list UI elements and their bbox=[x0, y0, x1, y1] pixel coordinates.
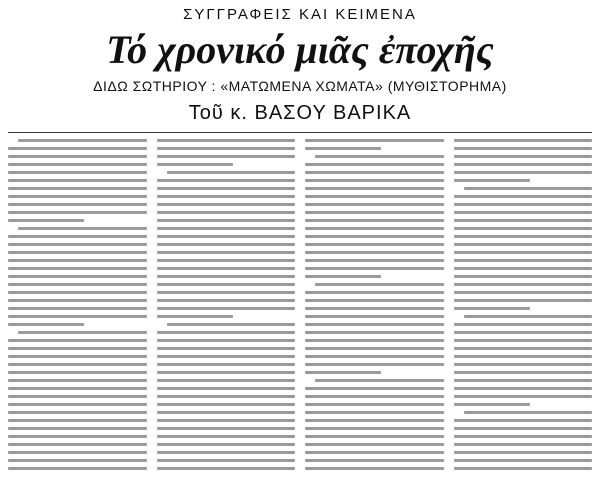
text-line-placeholder bbox=[8, 459, 147, 462]
text-line-placeholder bbox=[305, 251, 444, 254]
text-line-placeholder bbox=[157, 435, 296, 438]
text-line-placeholder bbox=[157, 275, 296, 278]
text-line-placeholder bbox=[8, 171, 147, 174]
text-line-placeholder bbox=[157, 363, 296, 366]
article-column-1 bbox=[8, 139, 147, 479]
text-line-placeholder bbox=[8, 155, 147, 158]
text-line-placeholder bbox=[305, 147, 381, 150]
text-line-placeholder bbox=[454, 163, 593, 166]
text-line-placeholder bbox=[305, 331, 444, 334]
text-line-placeholder bbox=[8, 435, 147, 438]
text-line-placeholder bbox=[454, 435, 593, 438]
text-line-placeholder bbox=[305, 219, 444, 222]
text-line-placeholder bbox=[454, 323, 593, 326]
text-line-placeholder bbox=[8, 243, 147, 246]
text-line-placeholder bbox=[305, 315, 444, 318]
text-line-placeholder bbox=[305, 451, 444, 454]
text-line-placeholder bbox=[454, 363, 593, 366]
text-line-placeholder bbox=[157, 291, 296, 294]
text-line-placeholder bbox=[305, 203, 444, 206]
text-line-placeholder bbox=[8, 323, 84, 326]
text-line-placeholder bbox=[454, 347, 593, 350]
article-body bbox=[8, 139, 592, 479]
text-line-placeholder bbox=[157, 227, 296, 230]
text-line-placeholder bbox=[305, 387, 444, 390]
text-line-placeholder bbox=[464, 411, 593, 414]
article-byline: Τοῦ κ. ΒΑΣΟΥ ΒΑΡΙΚΑ bbox=[188, 102, 412, 124]
text-line-placeholder bbox=[157, 371, 296, 374]
text-line-placeholder bbox=[167, 171, 296, 174]
text-line-placeholder bbox=[454, 443, 593, 446]
text-line-placeholder bbox=[8, 451, 147, 454]
text-line-placeholder bbox=[454, 139, 593, 142]
text-line-placeholder bbox=[8, 427, 147, 430]
text-line-placeholder bbox=[305, 467, 444, 470]
text-line-placeholder bbox=[315, 155, 444, 158]
text-line-placeholder bbox=[454, 267, 593, 270]
text-line-placeholder bbox=[157, 187, 296, 190]
text-line-placeholder bbox=[454, 147, 593, 150]
text-line-placeholder bbox=[305, 275, 381, 278]
text-line-placeholder bbox=[157, 163, 233, 166]
text-line-placeholder bbox=[157, 219, 296, 222]
text-line-placeholder bbox=[157, 387, 296, 390]
article-headline: Τό χρονικό μιᾶς ἐποχῆς bbox=[106, 27, 494, 72]
text-line-placeholder bbox=[305, 443, 444, 446]
text-line-placeholder bbox=[157, 259, 296, 262]
text-line-placeholder bbox=[157, 331, 296, 334]
text-line-placeholder bbox=[305, 235, 444, 238]
text-line-placeholder bbox=[454, 451, 593, 454]
text-line-placeholder bbox=[8, 307, 147, 310]
text-line-placeholder bbox=[157, 139, 296, 142]
text-line-placeholder bbox=[305, 227, 444, 230]
text-line-placeholder bbox=[157, 315, 233, 318]
text-line-placeholder bbox=[8, 235, 147, 238]
text-line-placeholder bbox=[8, 283, 147, 286]
text-line-placeholder bbox=[305, 243, 444, 246]
text-line-placeholder bbox=[454, 307, 530, 310]
text-line-placeholder bbox=[157, 267, 296, 270]
text-line-placeholder bbox=[305, 211, 444, 214]
text-line-placeholder bbox=[8, 195, 147, 198]
text-line-placeholder bbox=[454, 395, 593, 398]
text-line-placeholder bbox=[8, 259, 147, 262]
text-line-placeholder bbox=[305, 195, 444, 198]
text-line-placeholder bbox=[8, 203, 147, 206]
text-line-placeholder bbox=[464, 187, 593, 190]
text-line-placeholder bbox=[454, 195, 593, 198]
text-line-placeholder bbox=[8, 363, 147, 366]
text-line-placeholder bbox=[8, 315, 147, 318]
article-column-3 bbox=[305, 139, 444, 479]
text-line-placeholder bbox=[305, 347, 444, 350]
text-line-placeholder bbox=[8, 467, 147, 470]
text-line-placeholder bbox=[454, 339, 593, 342]
text-line-placeholder bbox=[454, 371, 593, 374]
text-line-placeholder bbox=[167, 323, 296, 326]
text-line-placeholder bbox=[454, 427, 593, 430]
text-line-placeholder bbox=[157, 339, 296, 342]
text-line-placeholder bbox=[454, 275, 593, 278]
text-line-placeholder bbox=[157, 211, 296, 214]
text-line-placeholder bbox=[305, 339, 444, 342]
text-line-placeholder bbox=[157, 299, 296, 302]
text-line-placeholder bbox=[8, 411, 147, 414]
text-line-placeholder bbox=[305, 435, 444, 438]
text-line-placeholder bbox=[157, 195, 296, 198]
text-line-placeholder bbox=[8, 403, 147, 406]
text-line-placeholder bbox=[157, 347, 296, 350]
text-line-placeholder bbox=[157, 235, 296, 238]
text-line-placeholder bbox=[454, 227, 593, 230]
text-line-placeholder bbox=[8, 147, 147, 150]
text-line-placeholder bbox=[305, 419, 444, 422]
text-line-placeholder bbox=[8, 211, 147, 214]
text-line-placeholder bbox=[8, 275, 147, 278]
text-line-placeholder bbox=[454, 203, 593, 206]
text-line-placeholder bbox=[305, 323, 444, 326]
text-line-placeholder bbox=[454, 299, 593, 302]
text-line-placeholder bbox=[305, 299, 444, 302]
text-line-placeholder bbox=[18, 227, 147, 230]
text-line-placeholder bbox=[305, 403, 444, 406]
text-line-placeholder bbox=[157, 307, 296, 310]
text-line-placeholder bbox=[8, 355, 147, 358]
text-line-placeholder bbox=[8, 291, 147, 294]
text-line-placeholder bbox=[454, 243, 593, 246]
text-line-placeholder bbox=[157, 379, 296, 382]
text-line-placeholder bbox=[8, 379, 147, 382]
article-subtitle: ΔΙΔΩ ΣΩΤΗΡΙΟΥ : «ΜΑΤΩΜΕΝΑ ΧΩΜΑΤΑ» (ΜΥΘΙΣΤΟΡΗΜΑ) bbox=[93, 78, 507, 94]
text-line-placeholder bbox=[157, 427, 296, 430]
header-divider bbox=[8, 132, 592, 133]
text-line-placeholder bbox=[157, 443, 296, 446]
text-line-placeholder bbox=[464, 315, 593, 318]
text-line-placeholder bbox=[8, 387, 147, 390]
text-line-placeholder bbox=[305, 179, 444, 182]
text-line-placeholder bbox=[454, 283, 593, 286]
text-line-placeholder bbox=[305, 371, 381, 374]
text-line-placeholder bbox=[157, 467, 296, 470]
text-line-placeholder bbox=[454, 459, 593, 462]
text-line-placeholder bbox=[454, 251, 593, 254]
text-line-placeholder bbox=[305, 259, 444, 262]
text-line-placeholder bbox=[305, 171, 444, 174]
text-line-placeholder bbox=[157, 459, 296, 462]
text-line-placeholder bbox=[454, 179, 530, 182]
text-line-placeholder bbox=[454, 387, 593, 390]
text-line-placeholder bbox=[454, 155, 593, 158]
text-line-placeholder bbox=[157, 251, 296, 254]
text-line-placeholder bbox=[157, 419, 296, 422]
text-line-placeholder bbox=[157, 403, 296, 406]
text-line-placeholder bbox=[454, 219, 593, 222]
text-line-placeholder bbox=[157, 355, 296, 358]
text-line-placeholder bbox=[8, 163, 147, 166]
text-line-placeholder bbox=[8, 371, 147, 374]
text-line-placeholder bbox=[305, 395, 444, 398]
text-line-placeholder bbox=[8, 339, 147, 342]
article-column-4 bbox=[454, 139, 593, 479]
newspaper-page bbox=[0, 6, 600, 492]
text-line-placeholder bbox=[8, 347, 147, 350]
text-line-placeholder bbox=[157, 203, 296, 206]
text-line-placeholder bbox=[305, 267, 444, 270]
text-line-placeholder bbox=[18, 331, 147, 334]
text-line-placeholder bbox=[8, 267, 147, 270]
text-line-placeholder bbox=[454, 211, 593, 214]
text-line-placeholder bbox=[454, 235, 593, 238]
text-line-placeholder bbox=[315, 283, 444, 286]
article-column-2 bbox=[157, 139, 296, 479]
text-line-placeholder bbox=[8, 395, 147, 398]
text-line-placeholder bbox=[454, 331, 593, 334]
text-line-placeholder bbox=[157, 155, 296, 158]
text-line-placeholder bbox=[305, 307, 444, 310]
text-line-placeholder bbox=[454, 355, 593, 358]
text-line-placeholder bbox=[157, 451, 296, 454]
text-line-placeholder bbox=[8, 179, 147, 182]
text-line-placeholder bbox=[315, 379, 444, 382]
text-line-placeholder bbox=[454, 171, 593, 174]
text-line-placeholder bbox=[454, 403, 530, 406]
text-line-placeholder bbox=[157, 147, 296, 150]
text-line-placeholder bbox=[454, 259, 593, 262]
text-line-placeholder bbox=[18, 139, 147, 142]
text-line-placeholder bbox=[157, 283, 296, 286]
text-line-placeholder bbox=[305, 363, 444, 366]
text-line-placeholder bbox=[305, 411, 444, 414]
section-header: ΣΥΓΓΡΑΦΕΙΣ ΚΑΙ ΚΕΙΜΕΝΑ bbox=[183, 6, 417, 23]
text-line-placeholder bbox=[8, 299, 147, 302]
text-line-placeholder bbox=[305, 139, 444, 142]
text-line-placeholder bbox=[305, 291, 444, 294]
text-line-placeholder bbox=[157, 395, 296, 398]
text-line-placeholder bbox=[454, 291, 593, 294]
text-line-placeholder bbox=[8, 187, 147, 190]
text-line-placeholder bbox=[8, 443, 147, 446]
text-line-placeholder bbox=[305, 163, 444, 166]
text-line-placeholder bbox=[305, 355, 444, 358]
text-line-placeholder bbox=[305, 187, 444, 190]
text-line-placeholder bbox=[454, 467, 593, 470]
text-line-placeholder bbox=[305, 427, 444, 430]
text-line-placeholder bbox=[305, 459, 444, 462]
text-line-placeholder bbox=[157, 179, 296, 182]
text-line-placeholder bbox=[454, 379, 593, 382]
text-line-placeholder bbox=[8, 251, 147, 254]
text-line-placeholder bbox=[8, 219, 84, 222]
text-line-placeholder bbox=[157, 243, 296, 246]
text-line-placeholder bbox=[157, 411, 296, 414]
text-line-placeholder bbox=[8, 419, 147, 422]
text-line-placeholder bbox=[454, 419, 593, 422]
